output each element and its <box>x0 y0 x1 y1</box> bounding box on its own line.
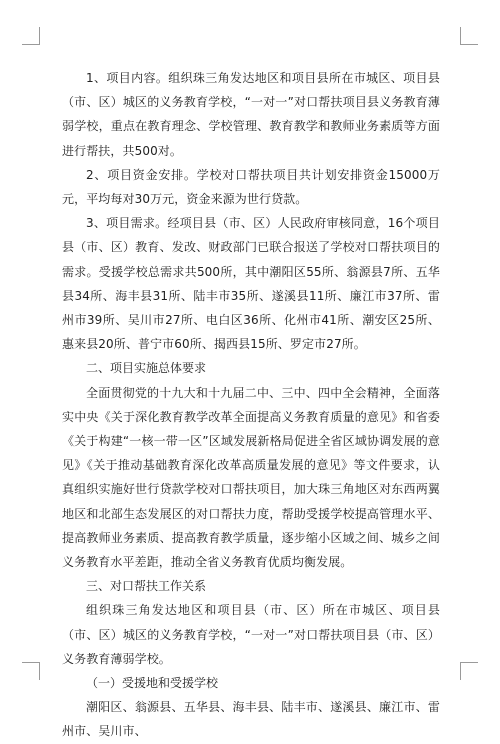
paragraph-funding: 2、项目资金安排。学校对口帮扶项目共计划安排资金15000万元，平均每对30万元，资金来源为世行贷款。 <box>62 167 440 207</box>
crop-mark-top-right <box>460 27 461 45</box>
crop-mark-top-left <box>39 27 40 45</box>
paragraph-project-demand: 3、项目需求。经项目县（市、区）人民政府审核同意，16个项目县（市、区）教育、发改、财政部门已联合报送了学校对口帮扶项目的需求。受援学校总需求共500所，其中潮阳区55所、翁源县7所、五华县34所、海丰县31所、陆丰市35所、遂溪县11所、廉江市37所、雷州市39所、吴川市27所、电白区36所、化州市41所、潮安区25所、惠来县20所、普宁市60所、揭西县15所、罗定市27所。 <box>62 216 440 352</box>
paragraph-project-content: 1、项目内容。组织珠三角发达地区和项目县所在市城区、项目县（市、区）城区的义务教育学校，“一对一”对口帮扶项目县义务教育薄弱学校，重点在教育理念、学校管理、教育教学和教师业务素质等方面进行帮扶，共500对。 <box>62 71 440 158</box>
section-heading-relationship: 三、对口帮扶工作关系 <box>86 579 207 594</box>
crop-mark-top-left <box>22 44 40 45</box>
crop-mark-bottom-left <box>39 662 40 680</box>
paragraph-requirements: 全面贯彻党的十九大和十九届二中、三中、四中全会精神，全面落实中央《关于深化教育教学改革全面提高义务教育质量的意见》和省委《关于构建“一核一带一区”区域发展新格局促进全省区域协调发展的意见》《关于推动基础教育深化改革高质量发展的意见》等文件要求，认真组织实施好世行贷款学校对口帮扶项目，加大珠三角地区对东西两翼地区和北部生态发展区的对口帮扶力度，帮助受援学校提高管理水平、提高教师业务素质、提高教育教学质量，逐步缩小区域之间、城乡之间义务教育水平差距，推动全省义务教育优质均衡发展。 <box>62 385 440 570</box>
crop-mark-top-right <box>460 44 478 45</box>
crop-mark-bottom-left <box>22 662 40 663</box>
paragraph-relationship: 组织珠三角发达地区和项目县（市、区）所在市城区、项目县（市、区）城区的义务教育学校，“一对一”对口帮扶项目县（市、区）义务教育薄弱学校。 <box>62 603 440 666</box>
paragraph-recipient-list: 潮阳区、翁源县、五华县、海丰县、陆丰市、遂溪县、廉江市、雷州市、吴川市、 <box>62 700 440 739</box>
crop-mark-bottom-right <box>460 662 461 680</box>
crop-mark-bottom-right <box>460 662 478 663</box>
subsection-heading-recipients: （一）受援地和受援学校 <box>86 676 219 691</box>
section-heading-requirements: 二、项目实施总体要求 <box>86 361 207 376</box>
document-body <box>62 66 440 744</box>
